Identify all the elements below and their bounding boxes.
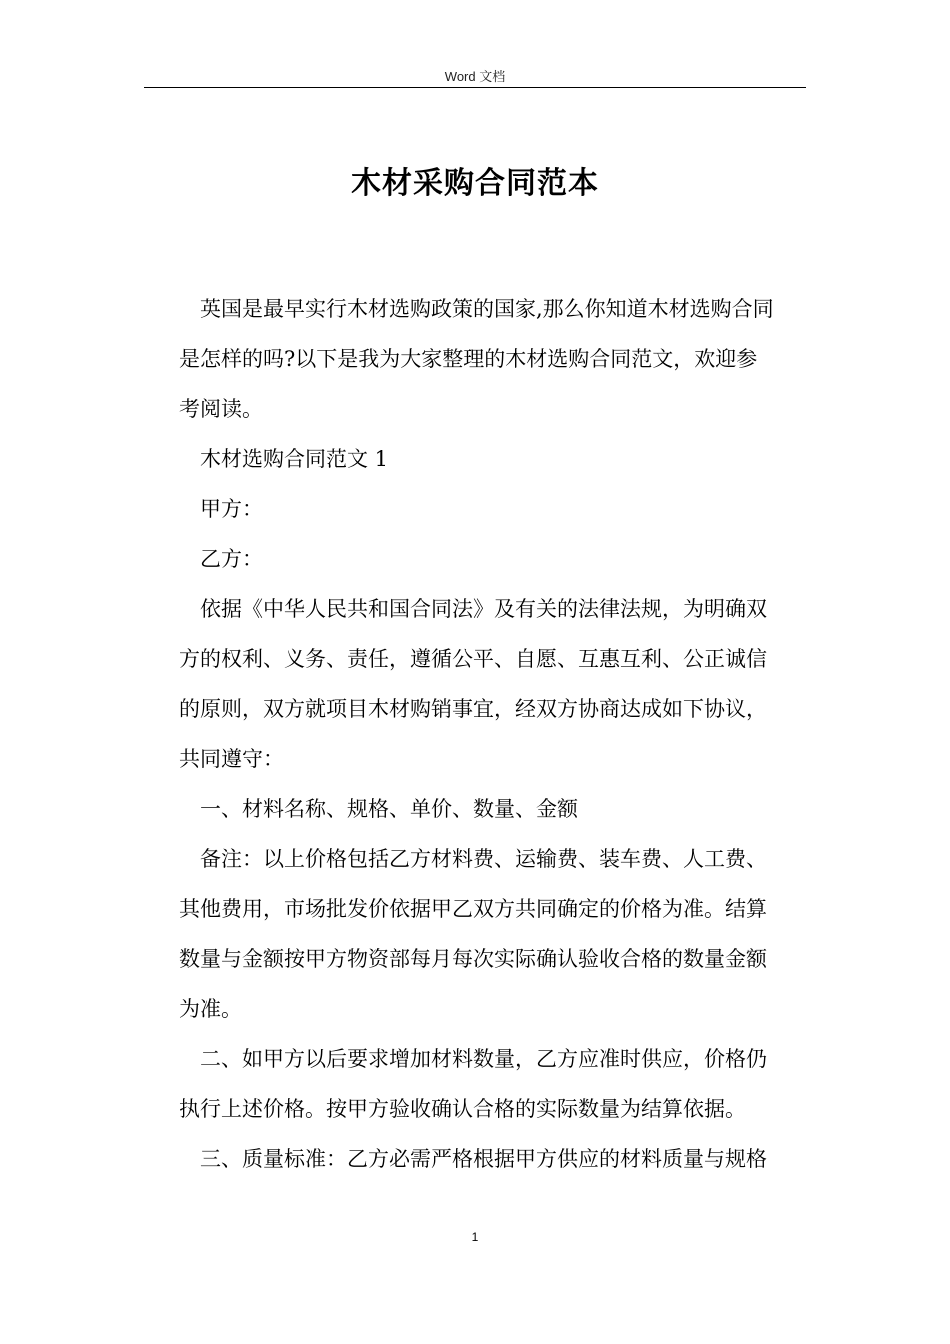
page-header: Word 文档 [444,69,506,84]
document-body [179,284,809,1184]
party-a-label: 甲方： [200,497,263,521]
paragraph-line: 执行上述价格。按甲方验收确认合格的实际数量为结算依据。 [179,1097,746,1121]
paragraph-line: 备注：以上价格包括乙方材料费、运输费、装车费、人工费、 [200,847,767,871]
paragraph-line: 为准。 [179,997,242,1021]
document-title: 木材采购合同范本 [351,166,599,201]
party-b-label: 乙方： [200,547,263,571]
paragraph-line: 数量与金额按甲方物资部每月每次实际确认验收合格的数量金额 [179,947,767,971]
paragraph-line: 三、质量标准：乙方必需严格根据甲方供应的材料质量与规格 [200,1147,767,1171]
paragraph-line: 其他费用，市场批发价依据甲乙双方共同确定的价格为准。结算 [179,897,767,921]
paragraph-line: 是怎样的吗?以下是我为大家整理的木材选购合同范文，欢迎参 [179,347,758,371]
paragraph-line: 的原则，双方就项目木材购销事宜，经双方协商达成如下协议， [179,697,767,721]
paragraph-line: 考阅读。 [179,397,263,421]
clause-heading: 一、材料名称、规格、单价、数量、金额 [200,797,578,821]
section-heading: 木材选购合同范文 1 [200,447,389,471]
paragraph-line: 依据《中华人民共和国合同法》及有关的法律法规，为明确双 [200,597,767,621]
header-divider [144,87,806,88]
page-number: 1 [471,1230,479,1244]
paragraph-line: 英国是最早实行木材选购政策的国家,那么你知道木材选购合同 [200,297,774,321]
paragraph-line: 二、如甲方以后要求增加材料数量，乙方应准时供应，价格仍 [200,1047,767,1071]
paragraph-line: 共同遵守： [179,747,284,771]
paragraph-line: 方的权利、义务、责任，遵循公平、自愿、互惠互利、公正诚信 [179,647,767,671]
